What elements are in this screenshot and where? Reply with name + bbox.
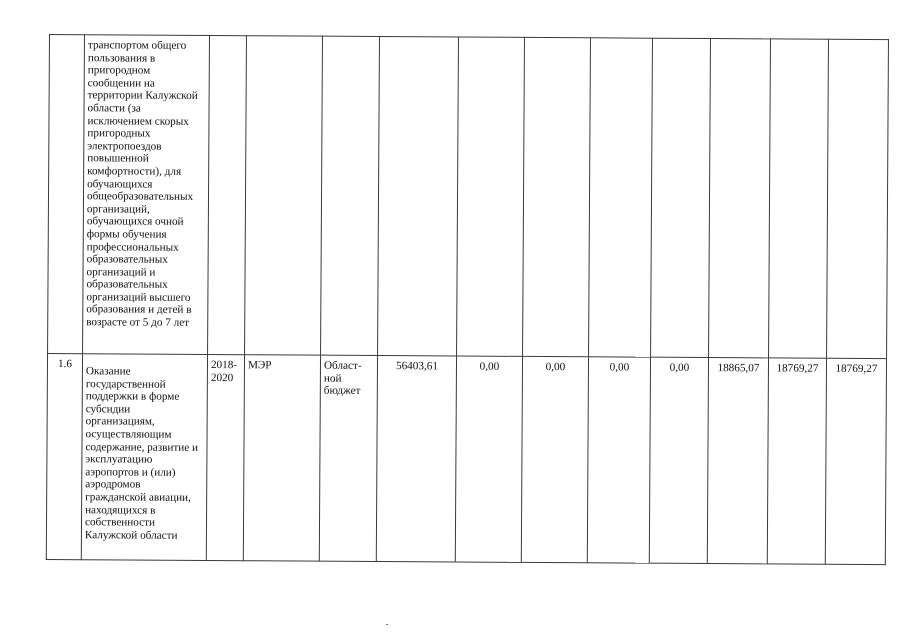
table-row [46, 353, 886, 564]
row-number-cell: 1.6 [46, 353, 82, 559]
value-cell: 0,00 [587, 357, 650, 563]
value-cell [457, 37, 525, 356]
value-cell: 0,00 [521, 356, 588, 562]
value-cell: 0,00 [649, 357, 708, 563]
total-cell: 56403,61 [376, 356, 456, 562]
source-cell [319, 355, 377, 561]
period-cell [208, 35, 247, 354]
total-cell [378, 37, 459, 356]
period-text: 2018- 2020 [210, 358, 238, 384]
description-text: транспортом общего пользования в пригородном сообщении на территории Калужской области (за исключением скорых пригородных электропоездов повышенной комфортности), для обучающихся общеобразовательных организаций, обучающихся очной формы обучения профессиональных образовательных организаций и образовательных организаций высшего образования и детей в возрасте от 5 до 7 лет [86, 39, 198, 329]
value-cell [523, 37, 591, 356]
value-cell: 18769,27 [825, 358, 886, 564]
source-text: Област- ной бюджет [323, 359, 362, 398]
value-cell [769, 39, 829, 358]
value-cell: 0,00 [455, 356, 522, 562]
executor-cell [245, 36, 323, 355]
period-cell [206, 354, 244, 560]
value-cell [709, 39, 771, 358]
scan-speck [386, 624, 388, 625]
table-row [48, 35, 889, 359]
description-text: Оказание государственной поддержки в форме субсидии организациям, осуществляющим содержание, развитие и эксплуатацию аэропортов и (или) аэродромов гражданской авиации, находящихся в собственности Калужской области [84, 365, 199, 542]
value-cell: 18865,07 [707, 358, 768, 564]
description-cell [83, 35, 210, 355]
row-number-cell [48, 35, 85, 354]
description-cell [81, 354, 207, 561]
value-cell [827, 39, 889, 358]
executor-cell: МЭР [243, 355, 320, 561]
value-cell [651, 38, 711, 357]
value-cell: 18769,27 [767, 358, 826, 564]
source-cell [321, 36, 380, 355]
budget-table [46, 34, 889, 565]
value-cell [589, 38, 653, 357]
